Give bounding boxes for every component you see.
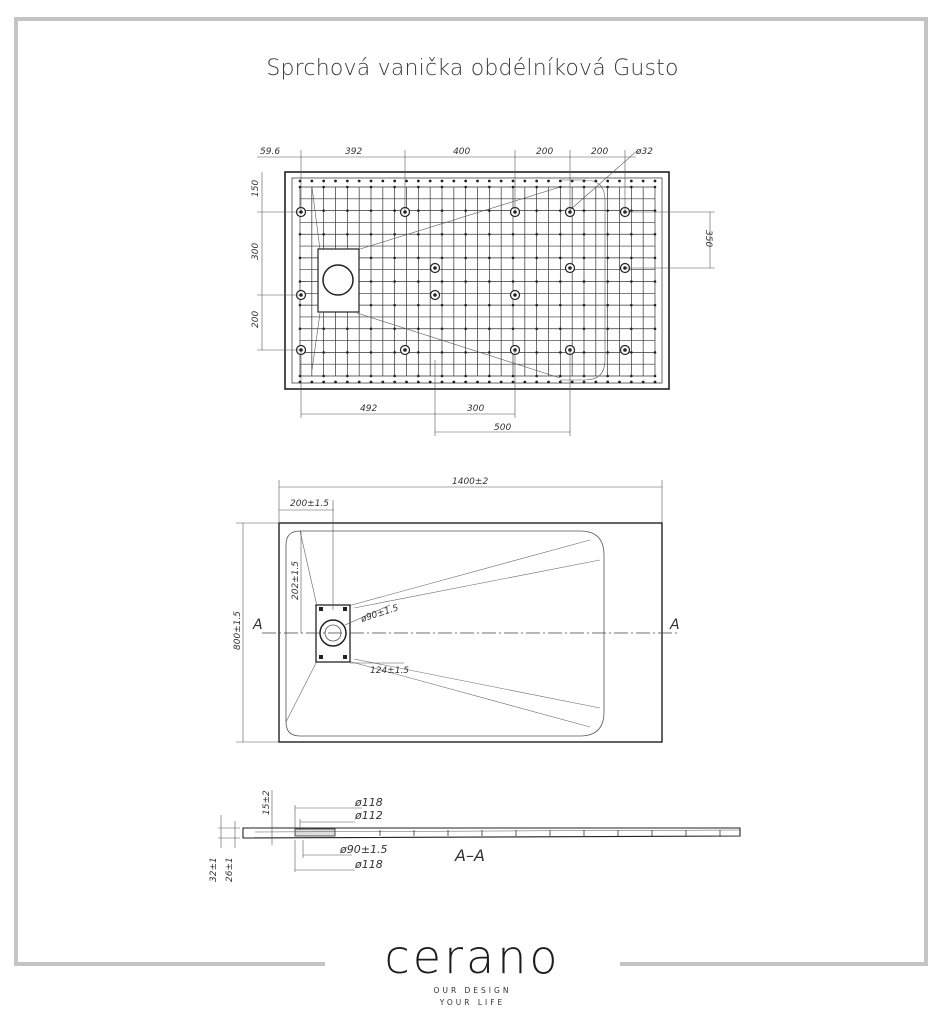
dim-section-dia112: ø112 (355, 809, 383, 822)
dim-section-26: 26±1 (225, 857, 235, 882)
dim-depth-800: 800±1.5 (233, 610, 243, 650)
dim-top-392: 392 (345, 147, 363, 157)
dim-right-350: 350 (703, 230, 713, 248)
brand-tagline-1: OUR DESIGN (433, 986, 512, 995)
dim-left-300: 300 (251, 242, 261, 260)
dim-drain-dia-90: ø90±1.5 (359, 603, 400, 625)
dim-top-59-6: 59.6 (260, 147, 281, 157)
dim-section-dia118-bot: ø118 (355, 858, 383, 871)
dim-top-400: 400 (453, 147, 471, 157)
dim-top-dia32: ø32 (636, 147, 653, 157)
dim-left-200: 200 (251, 310, 261, 328)
dim-top-200a: 200 (536, 147, 554, 157)
section-marker-left: A (253, 617, 263, 633)
dim-section-15: 15±2 (262, 790, 272, 815)
page-title: Sprchová vanička obdélníková Gusto (266, 56, 679, 81)
section-marker-right: A (670, 617, 680, 633)
plan-view (233, 477, 680, 742)
dim-bottom-300: 300 (467, 404, 485, 414)
dim-drain-y-202: 202±1.5 (291, 560, 301, 600)
dim-section-32: 32±1 (209, 857, 219, 882)
dim-section-dia118-top: ø118 (355, 796, 383, 809)
dim-bottom-500: 500 (494, 423, 512, 433)
dim-bottom-492: 492 (360, 404, 378, 414)
top-view (251, 147, 715, 436)
drain-outlet (323, 265, 353, 295)
section-ribs (380, 830, 720, 836)
section-label: A–A (455, 846, 485, 865)
dim-width-1400: 1400±2 (452, 477, 489, 487)
section-view (209, 790, 740, 882)
dim-drain-box-124: 124±1.5 (370, 666, 410, 676)
brand-logo: cerano (384, 930, 561, 984)
brand-tagline-2: YOUR LIFE (439, 998, 506, 1007)
dim-left-150: 150 (251, 179, 261, 197)
dim-top-200b: 200 (591, 147, 609, 157)
border-frame (16, 19, 926, 964)
dim-drain-x-200: 200±1.5 (290, 499, 330, 509)
dim-section-dia90: ø90±1.5 (340, 843, 388, 856)
